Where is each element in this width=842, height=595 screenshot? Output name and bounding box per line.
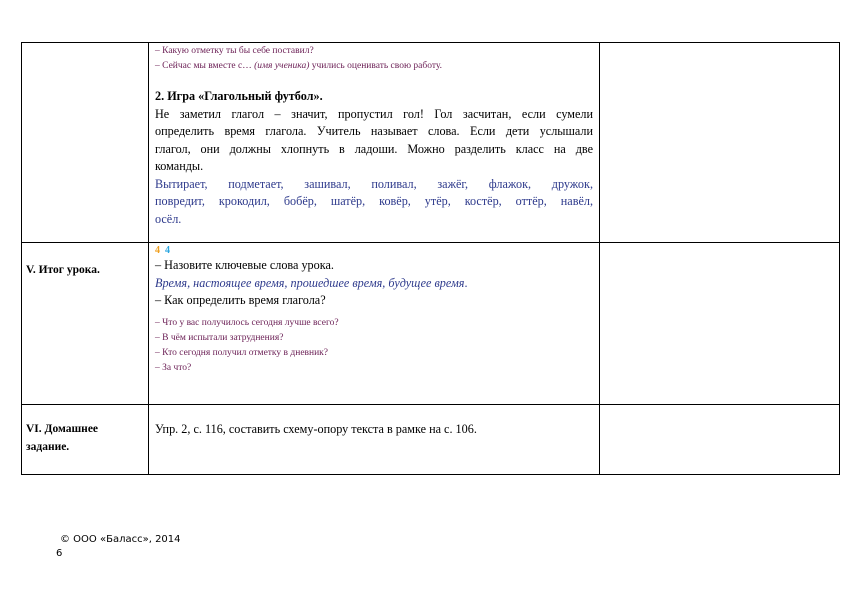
table-row xyxy=(22,405,840,475)
notes-cell xyxy=(600,405,840,475)
game-title: 2. Игра «Глагольный футбол». xyxy=(155,89,323,103)
content-cell xyxy=(149,405,600,475)
homework-task: Упр. 2, с. 116, составить схему-опору текста в рамке на с. 106. xyxy=(155,422,477,436)
question-mark-self: – Какую отметку ты бы себе поставил? xyxy=(155,46,314,56)
content-cell xyxy=(149,43,600,243)
question-prefix: – Сейчас мы вместе с… xyxy=(155,61,255,71)
question-how-tense: – Как определить время глагола? xyxy=(155,293,326,307)
stage-homework xyxy=(22,405,148,456)
notes-cell xyxy=(600,243,840,405)
keywords-answer-text: Время, настоящее время, прошедшее время, будущее время xyxy=(155,275,465,290)
reflection-question: – В чём испытали затруднения? xyxy=(155,332,284,343)
table-row xyxy=(22,243,840,405)
page-number: 6 xyxy=(56,548,63,559)
keywords-dot: . xyxy=(464,275,468,290)
word-list-line: повредит, крокодил, бобёр, шатёр, ковёр, утёр, костёр, оттёр, навёл, xyxy=(155,194,593,208)
question-suffix: учились оценивать свою работу. xyxy=(309,61,443,71)
lesson-icons xyxy=(155,244,593,257)
word-list-line: осёл. xyxy=(155,211,182,226)
notes-cell xyxy=(600,43,840,243)
student-name-placeholder: (имя ученика) xyxy=(254,61,310,71)
copyright-text: © ООО «Баласс», 2014 xyxy=(60,534,181,545)
blue-marker-icon: 4 xyxy=(165,245,170,256)
reflection-question: – Что у вас получилось сегодня лучше всего? xyxy=(155,317,339,328)
stage-cell xyxy=(22,43,149,243)
question-keywords: – Назовите ключевые слова урока. xyxy=(155,258,334,272)
reflection-question: – За что? xyxy=(155,362,192,373)
content-cell xyxy=(149,243,600,405)
game-text-line: команды. xyxy=(155,159,204,173)
game-text-line: определить время глагола. Учитель называет слова. Если дети услышали xyxy=(155,124,593,138)
stage-summary: V. Итог урока. xyxy=(26,264,100,276)
stage-cell xyxy=(22,243,149,405)
page-footer xyxy=(56,533,181,561)
stage-homework-line: VI. Домашнее xyxy=(26,423,99,435)
lesson-plan-table xyxy=(21,42,840,475)
reflection-question: – Кто сегодня получил отметку в дневник? xyxy=(155,347,329,358)
stage-homework-line: задание. xyxy=(26,441,70,453)
game-text-line: Не заметил глагол – значит, пропустил гол! Гол засчитан, если сумели xyxy=(155,106,593,121)
game-text-line: глагол, они должны хлопнуть в ладоши. Можно разделить класс на две xyxy=(155,141,593,156)
question-worked-together xyxy=(155,59,593,74)
stage-cell xyxy=(22,405,149,475)
keywords-answer xyxy=(155,275,593,293)
orange-marker-icon: 4 xyxy=(155,245,160,256)
table-row xyxy=(22,43,840,243)
word-list-line: Вытирает, подметает, зашивал, поливал, зажёг, флажок, дружок, xyxy=(155,176,593,191)
